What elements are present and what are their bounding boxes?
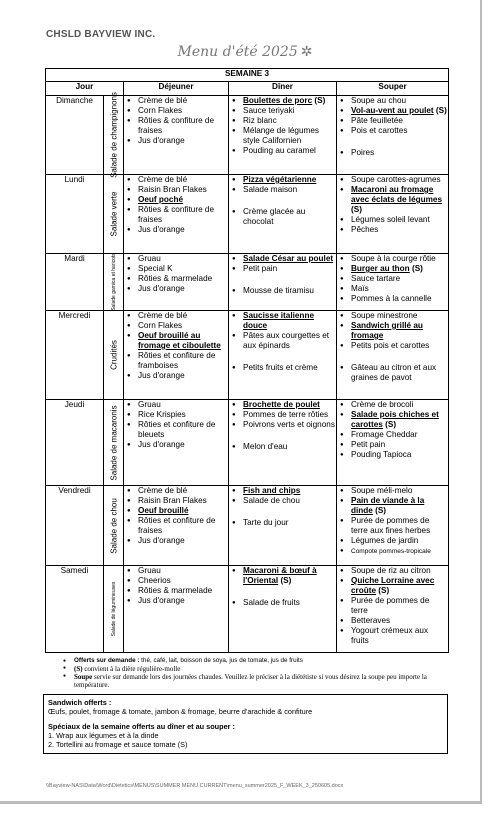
- menu-item-text: Rice Krispies: [138, 410, 186, 419]
- menu-item-text: Crème de brocoli: [351, 400, 414, 409]
- soft-diet-marker: (S): [312, 96, 326, 105]
- day-name: Jeudi: [46, 400, 104, 486]
- menu-item-text: Petit pain: [243, 264, 278, 273]
- menu-item: [138, 205, 228, 225]
- menu-item: [138, 410, 228, 420]
- menu-item: [243, 400, 336, 410]
- menu-item-text: Salade maison: [243, 185, 298, 194]
- menu-item: [351, 215, 448, 225]
- col-header-souper: Souper: [337, 82, 449, 96]
- menu-item: [243, 496, 336, 506]
- diner-cell: [229, 400, 337, 486]
- menu-item: [138, 106, 228, 116]
- menu-item-text: Petit pain: [351, 440, 386, 449]
- menu-item-text: Purée de pommes de terre aux fines herbes: [351, 516, 431, 535]
- menu-item-text: Petits fruits et crème: [243, 363, 318, 372]
- sandwich-title: Sandwich offerts :: [48, 698, 112, 707]
- menu-item-text: Pâte feuilletée: [351, 116, 403, 125]
- menu-item-text: Légumes soleil levant: [351, 215, 430, 224]
- souper-cell: [337, 254, 449, 311]
- menu-item-text: Mousse de tiramisu: [243, 286, 314, 295]
- salad-of-the-day: Salade gamica et haricots: [110, 253, 117, 311]
- menu-item-text: Special K: [138, 264, 173, 273]
- menu-item-text: Soupe de riz au citron: [351, 566, 431, 575]
- menu-item: [243, 286, 336, 296]
- soft-diet-marker: (S): [376, 586, 390, 595]
- menu-item-text: Purée de pommes de terre: [351, 596, 430, 615]
- menu-item-text: Crème de blé: [138, 311, 188, 320]
- menu-item: [138, 225, 228, 235]
- souper-cell: [337, 400, 449, 486]
- salad-of-the-day: Salade de chou: [109, 497, 118, 554]
- diner-cell: [229, 486, 337, 566]
- salad-cell: [104, 400, 124, 486]
- menu-item: [138, 136, 228, 146]
- menu-item-text: Soupe méli-melo: [351, 486, 413, 495]
- menu-item: [351, 185, 448, 215]
- menu-item: [243, 363, 336, 373]
- menu-item: [138, 116, 228, 136]
- menu-item: [351, 576, 448, 596]
- menu-item: [243, 116, 336, 126]
- day-row: [46, 566, 449, 653]
- salad-cell: [104, 92, 124, 178]
- menu-item-text: Melon d'eau: [243, 442, 288, 451]
- menu-item: [138, 400, 228, 410]
- menu-item-text: Pâtes aux courgettes et aux épinards: [243, 331, 330, 350]
- menu-item: [351, 440, 448, 450]
- menu-item: [351, 254, 448, 264]
- menu-item-text: Raisin Bran Flakes: [138, 185, 207, 194]
- souper-cell: [337, 96, 449, 175]
- menu-item: [351, 341, 448, 351]
- dejeuner-cell: [124, 96, 229, 175]
- menu-item: [243, 126, 336, 146]
- diner-cell: [229, 311, 337, 400]
- menu-item-text: Mélange de légumes style Californien: [243, 126, 320, 145]
- menu-item: [138, 486, 228, 496]
- menu-item-text: Crème de blé: [138, 175, 188, 184]
- menu-item: [243, 311, 336, 331]
- souper-cell: [337, 486, 449, 566]
- menu-item: [351, 450, 448, 460]
- note-soft-diet: ● (S) convient à la diète régulière-molle: [74, 665, 452, 673]
- menu-item: [138, 576, 228, 586]
- day-row: [46, 175, 449, 254]
- menu-item-text: Oeuf poché: [138, 195, 184, 204]
- menu-item: [138, 185, 228, 195]
- menu-item-text: Vol-au-vent au poulet: [351, 106, 434, 115]
- menu-item: [351, 126, 448, 136]
- menu-item: [243, 106, 336, 116]
- menu-item-text: Pouding au caramel: [243, 146, 316, 155]
- soft-diet-marker: (S): [433, 106, 447, 115]
- menu-table: [45, 68, 449, 653]
- salad-of-the-day: Salade de macaronis: [109, 404, 118, 481]
- menu-item: [138, 420, 228, 440]
- day-name: Lundi: [46, 175, 104, 254]
- menu-item-text: Jus d'orange: [138, 136, 185, 145]
- menu-item: [138, 371, 228, 381]
- notes: [62, 657, 452, 689]
- menu-item: [138, 175, 228, 185]
- day-row: [46, 96, 449, 175]
- menu-item: [138, 321, 228, 331]
- menu-item-text: Salade de chou: [243, 496, 300, 505]
- menu-item-text: Rôties & marmelade: [138, 586, 213, 595]
- menu-item-text: Compote pommes-tropicale: [351, 548, 431, 555]
- menu-item-text: Brochette de poulet: [243, 400, 320, 409]
- menu-title: [0, 44, 490, 60]
- menu-item-text: Sauce teriyaki: [243, 106, 295, 115]
- menu-item: [138, 96, 228, 106]
- menu-item-text: Fish and chips: [243, 486, 301, 495]
- menu-item: [243, 442, 336, 452]
- menu-item-text: Soupe à la courge rôtie: [351, 254, 436, 263]
- menu-item-text: Raisin Bran Flakes: [138, 496, 207, 505]
- menu-item: [138, 496, 228, 506]
- menu-item: [243, 410, 336, 420]
- menu-item: [138, 195, 228, 205]
- menu-item-text: Soupe carottes-agrumes: [351, 175, 441, 184]
- menu-item: [351, 148, 448, 158]
- menu-item: [243, 175, 336, 185]
- week-header: SEMAINE 3: [46, 69, 449, 82]
- menu-item-text: Pommes à la cannelle: [351, 294, 432, 303]
- diner-cell: [229, 96, 337, 175]
- menu-item: [138, 331, 228, 351]
- menu-item: [351, 116, 448, 126]
- day-name: Dimanche: [46, 96, 104, 175]
- menu-item: [351, 106, 448, 116]
- day-name: Mardi: [46, 254, 104, 311]
- file-path-footer: \\Bayview-NAS\Data\Word\Dietetics\MENUS\SUMMER MENU CURRENT\menu_summer2025_F_WEEK_3_250605.docx: [46, 783, 344, 789]
- menu-item-text: Rôties et confiture de bleuets: [138, 420, 216, 439]
- dejeuner-cell: [124, 254, 229, 311]
- menu-item-text: Gruau: [138, 566, 161, 575]
- menu-item-text: Jus d'orange: [138, 536, 185, 545]
- souper-cell: [337, 566, 449, 653]
- menu-item-text: Quiche Lorraine avec croûte: [351, 576, 435, 595]
- menu-item-text: Oeuf brouillé: [138, 506, 189, 515]
- menu-item: [243, 566, 336, 586]
- menu-item: [351, 311, 448, 321]
- menu-item: [138, 566, 228, 576]
- menu-item-text: Poivrons verts et oignons: [243, 420, 335, 429]
- menu-item: [351, 284, 448, 294]
- menu-item: [243, 486, 336, 496]
- menu-item-text: Fromage Cheddar: [351, 430, 418, 439]
- menu-item: [243, 331, 336, 351]
- menu-item: [138, 516, 228, 536]
- menu-item: [351, 536, 448, 546]
- menu-item-text: Rôties et confiture de framboises: [138, 351, 216, 370]
- diner-cell: [229, 175, 337, 254]
- menu-item-text: Poires: [351, 148, 375, 157]
- souper-cell: [337, 311, 449, 400]
- menu-item: [138, 536, 228, 546]
- menu-item-text: Rôties et confiture de fraises: [138, 516, 216, 535]
- dejeuner-cell: [124, 311, 229, 400]
- menu-item: [138, 596, 228, 606]
- soft-diet-marker: (S): [372, 506, 387, 515]
- menu-item-text: Jus d'orange: [138, 596, 185, 605]
- salad-of-the-day: Salade verte: [109, 191, 118, 237]
- menu-item-text: Jus d'orange: [138, 440, 185, 449]
- col-header-dejeuner: Déjeuner: [124, 82, 229, 96]
- salad-cell: [104, 254, 124, 311]
- menu-item: [351, 400, 448, 410]
- dejeuner-cell: [124, 175, 229, 254]
- menu-item-text: Cheerios: [138, 576, 171, 585]
- menu-item-text: Boulettes de porc: [243, 96, 313, 105]
- menu-item: [351, 175, 448, 185]
- soft-diet-marker: (S): [351, 205, 362, 214]
- menu-item-text: Crème de blé: [138, 486, 188, 495]
- menu-item-text: Saucisse italienne douce: [243, 311, 314, 330]
- menu-item: [243, 96, 336, 106]
- menu-item-text: Gruau: [138, 400, 161, 409]
- menu-item-text: Jus d'orange: [138, 225, 185, 234]
- menu-item: [351, 321, 448, 341]
- menu-item: [138, 586, 228, 596]
- menu-item-text: Rôties & confiture de fraises: [138, 205, 215, 224]
- org-name: CHSLD BAYVIEW INC.: [46, 29, 156, 40]
- menu-item-text: Burger au thon: [351, 264, 410, 273]
- menu-item: [138, 311, 228, 321]
- menu-item-text: Pêches: [351, 225, 379, 234]
- menu-item-text: Corn Flakes: [138, 321, 183, 330]
- menu-item: [138, 506, 228, 516]
- menu-item: [243, 207, 336, 227]
- day-name: Samedi: [46, 566, 104, 653]
- menu-item-text: Betteraves: [351, 616, 391, 625]
- menu-item: [351, 626, 448, 646]
- menu-body: [46, 92, 449, 653]
- menu-item-text: Jus d'orange: [138, 284, 185, 293]
- menu-item: [351, 430, 448, 440]
- menu-item-text: Macaroni au fromage avec éclats de légumes: [351, 185, 443, 204]
- salad-of-the-day: Salade de légumineuses: [110, 581, 117, 637]
- menu-item-text: Soupe minestrone: [351, 311, 418, 320]
- menu-item-text: Pouding Tapioca: [351, 450, 412, 459]
- note-soup: ● Soupe servie sur demande lors des journées chaudes. Veuillez le préciser à la diététiste si vous désirez la soupe peu importe la température.: [74, 673, 452, 689]
- menu-item-text: Oeuf brouillé au fromage et ciboulette: [138, 331, 221, 350]
- menu-item: [243, 254, 336, 264]
- col-header-diner: Dîner: [229, 82, 337, 96]
- menu-item: [351, 486, 448, 496]
- menu-item: [243, 598, 336, 608]
- specials-box: [43, 694, 448, 754]
- specials-title: Spéciaux de la semaine offerts au dîner et au souper :: [48, 722, 235, 731]
- salad-cell: [104, 486, 124, 566]
- dejeuner-cell: [124, 566, 229, 653]
- menu-item-text: Pizza végétarienne: [243, 175, 317, 184]
- soft-diet-marker: (S): [382, 420, 397, 429]
- menu-item: [138, 284, 228, 294]
- menu-item-text: Gruau: [138, 254, 161, 263]
- menu-item-text: Petits pois et carottes: [351, 341, 430, 350]
- salad-cell: [104, 566, 124, 653]
- menu-item-text: Corn Flakes: [138, 106, 183, 115]
- menu-item: [351, 496, 448, 516]
- menu-item: [351, 363, 448, 383]
- menu-item: [351, 274, 448, 284]
- menu-item: [243, 518, 336, 528]
- menu-item-text: Crème de blé: [138, 96, 188, 105]
- salad-of-the-day: Crudités: [109, 340, 118, 370]
- soft-diet-marker: (S): [409, 264, 423, 273]
- menu-item: [243, 264, 336, 274]
- salad-of-the-day: Salade de champignons: [109, 92, 118, 178]
- menu-item-text: Sandwich grillé au fromage: [351, 321, 423, 340]
- menu-item: [351, 616, 448, 626]
- salad-cell: [104, 175, 124, 254]
- menu-item: [138, 274, 228, 284]
- day-row: [46, 311, 449, 400]
- day-row: [46, 400, 449, 486]
- dejeuner-cell: [124, 400, 229, 486]
- menu-item-text: Salade César au poulet: [243, 254, 334, 263]
- menu-item-text: Yogourt crémeux aux fruits: [351, 626, 429, 645]
- menu-item-text: Rôties & confiture de fraises: [138, 116, 215, 135]
- menu-item: [138, 264, 228, 274]
- menu-item-text: Jus d'orange: [138, 371, 185, 380]
- col-header-jour: Jour: [46, 82, 124, 96]
- menu-item-text: Maïs: [351, 284, 369, 293]
- menu-item: [243, 420, 336, 430]
- menu-item-text: Gâteau au citron et aux graines de pavot: [351, 363, 437, 382]
- menu-item-text: Pommes de terre rôties: [243, 410, 329, 419]
- menu-item-text: Pain de viande à la dinde: [351, 496, 425, 515]
- menu-item-text: Crème glacée au chocolat: [243, 207, 306, 226]
- day-row: [46, 254, 449, 311]
- special-item-1: 1. Wrap aux légumes et à la dinde: [48, 731, 159, 740]
- menu-item-text: Salade pois chiches et carottes: [351, 410, 439, 429]
- menu-item: [138, 254, 228, 264]
- menu-item: [243, 146, 336, 156]
- souper-cell: [337, 175, 449, 254]
- menu-item: [351, 225, 448, 235]
- menu-item-text: Macaroni & bœuf à l'Oriental: [243, 566, 317, 585]
- menu-item: [351, 566, 448, 576]
- soft-diet-marker: (S): [278, 576, 292, 585]
- menu-item-text: Salade de fruits: [243, 598, 300, 607]
- menu-item: [351, 96, 448, 106]
- note-on-demand: ● Offerts sur demande : thé, café, lait, boisson de soya, jus de tomate, jus de fruits: [74, 657, 452, 665]
- menu-item: [138, 440, 228, 450]
- day-name: Mercredi: [46, 311, 104, 400]
- menu-item-text: Rôties & marmelade: [138, 274, 213, 283]
- sandwich-text: Œufs, poulet, fromage & tomate, jambon & fromage, beurre d'arachide & confiture: [48, 707, 313, 716]
- menu-item-text: Riz blanc: [243, 116, 277, 125]
- menu-item-text: Légumes de jardin: [351, 536, 419, 545]
- menu-item: [138, 351, 228, 371]
- diner-cell: [229, 254, 337, 311]
- menu-item-text: Tarte du jour: [243, 518, 289, 527]
- menu-title-text: Menu d'été 2025: [177, 44, 298, 60]
- menu-item-text: Pois et carottes: [351, 126, 408, 135]
- special-item-2: 2. Tortellini au fromage et sauce tomate (S): [48, 740, 188, 749]
- menu-item: [351, 294, 448, 304]
- salad-cell: [104, 311, 124, 400]
- menu-item-text: Sauce tartare: [351, 274, 401, 283]
- menu-item: [351, 596, 448, 616]
- day-name: Vendredi: [46, 486, 104, 566]
- menu-item: [351, 546, 448, 557]
- menu-item: [243, 185, 336, 195]
- dejeuner-cell: [124, 486, 229, 566]
- menu-item-text: Soupe au chou: [351, 96, 407, 105]
- menu-item: [351, 264, 448, 274]
- diner-cell: [229, 566, 337, 653]
- gear-icon: ✲: [300, 44, 313, 60]
- menu-item: [351, 410, 448, 430]
- day-row: [46, 486, 449, 566]
- menu-item: [351, 516, 448, 536]
